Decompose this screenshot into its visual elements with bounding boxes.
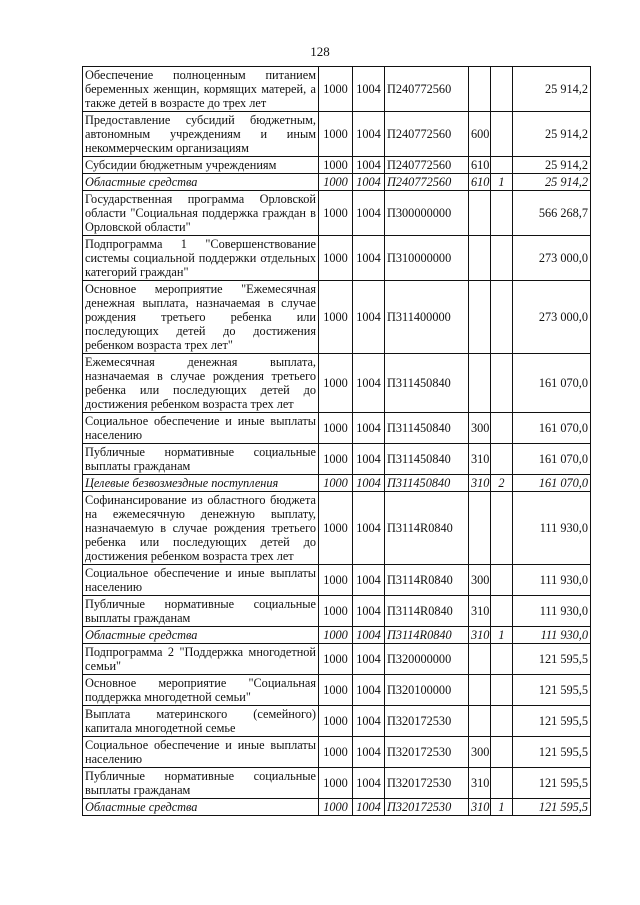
section-code-cell: 1000 [319,737,353,768]
amount-cell: 25 914,2 [513,67,591,112]
subsection-code-cell: 1004 [353,354,385,413]
source-code-cell [491,444,513,475]
subsection-code-cell: 1004 [353,281,385,354]
row-name-cell: Государственная программа Орловской области "Социальная поддержка граждан в Орловской области" [83,191,319,236]
row-name-cell: Публичные нормативные социальные выплаты гражданам [83,768,319,799]
target-article-cell: П240772560 [385,67,469,112]
section-code-cell: 1000 [319,644,353,675]
source-code-cell [491,281,513,354]
table-row [83,768,591,799]
source-code-cell [491,706,513,737]
source-code-cell [491,112,513,157]
section-code-cell: 1000 [319,627,353,644]
amount-cell: 111 930,0 [513,627,591,644]
row-name-cell: Публичные нормативные социальные выплаты гражданам [83,444,319,475]
section-code-cell: 1000 [319,281,353,354]
target-article-cell: П311400000 [385,281,469,354]
amount-cell: 111 930,0 [513,596,591,627]
section-code-cell: 1000 [319,492,353,565]
target-article-cell: П3114R0840 [385,627,469,644]
row-name-cell: Областные средства [83,627,319,644]
expense-type-cell: 610 [469,174,491,191]
subsection-code-cell: 1004 [353,157,385,174]
table-row [83,644,591,675]
section-code-cell: 1000 [319,354,353,413]
expense-type-cell [469,644,491,675]
amount-cell: 273 000,0 [513,236,591,281]
row-name-cell: Софинансирование из областного бюджета на ежемесячную денежную выплату, назначаемую в случае рождения третьего ребенка или последующих детей до достижения ребенком возраста трех лет [83,492,319,565]
amount-cell: 121 595,5 [513,644,591,675]
section-code-cell: 1000 [319,444,353,475]
subsection-code-cell: 1004 [353,67,385,112]
row-name-cell: Областные средства [83,799,319,816]
expense-type-cell [469,281,491,354]
source-code-cell [491,67,513,112]
subsection-code-cell: 1004 [353,191,385,236]
target-article-cell: П3114R0840 [385,596,469,627]
row-name-cell: Социальное обеспечение и иные выплаты населению [83,413,319,444]
subsection-code-cell: 1004 [353,627,385,644]
expense-type-cell: 300 [469,413,491,444]
row-name-cell: Социальное обеспечение и иные выплаты населению [83,737,319,768]
row-name-cell: Ежемесячная денежная выплата, назначаемая в случае рождения третьего ребенка или последующих детей до достижения ребенком возраста трех лет [83,354,319,413]
subsection-code-cell: 1004 [353,737,385,768]
row-name-cell: Выплата материнского (семейного) капитала многодетной семье [83,706,319,737]
section-code-cell: 1000 [319,112,353,157]
source-code-cell [491,644,513,675]
source-code-cell [491,675,513,706]
section-code-cell: 1000 [319,706,353,737]
subsection-code-cell: 1004 [353,596,385,627]
table-row [83,444,591,475]
section-code-cell: 1000 [319,768,353,799]
amount-cell: 25 914,2 [513,157,591,174]
table-row [83,737,591,768]
subsection-code-cell: 1004 [353,174,385,191]
section-code-cell: 1000 [319,67,353,112]
source-code-cell [491,492,513,565]
section-code-cell: 1000 [319,413,353,444]
table-row [83,281,591,354]
amount-cell: 121 595,5 [513,737,591,768]
row-name-cell: Публичные нормативные социальные выплаты гражданам [83,596,319,627]
row-name-cell: Предоставление субсидий бюджетным, автономным учреждениям и иным некоммерческим организациям [83,112,319,157]
source-code-cell [491,737,513,768]
subsection-code-cell: 1004 [353,492,385,565]
section-code-cell: 1000 [319,157,353,174]
budget-table [82,66,591,816]
amount-cell: 161 070,0 [513,354,591,413]
amount-cell: 121 595,5 [513,706,591,737]
expense-type-cell: 310 [469,799,491,816]
expense-type-cell: 310 [469,627,491,644]
amount-cell: 161 070,0 [513,475,591,492]
target-article-cell: П320000000 [385,644,469,675]
target-article-cell: П3114R0840 [385,492,469,565]
row-name-cell: Подпрограмма 2 "Поддержка многодетной семьи" [83,644,319,675]
target-article-cell: П311450840 [385,475,469,492]
expense-type-cell: 310 [469,596,491,627]
row-name-cell: Целевые безвозмездные поступления [83,475,319,492]
target-article-cell: П240772560 [385,112,469,157]
expense-type-cell [469,675,491,706]
subsection-code-cell: 1004 [353,675,385,706]
target-article-cell: П300000000 [385,191,469,236]
row-name-cell: Основное мероприятие "Социальная поддержка многодетной семьи" [83,675,319,706]
row-name-cell: Основное мероприятие "Ежемесячная денежная выплата, назначаемая в случае рождения третьего ребенка или последующих детей до достижения ребенком возраста трех лет" [83,281,319,354]
target-article-cell: П240772560 [385,157,469,174]
expense-type-cell [469,706,491,737]
expense-type-cell [469,354,491,413]
row-name-cell: Обеспечение полноценным питанием беременных женщин, кормящих матерей, а также детей в возрасте до трех лет [83,67,319,112]
expense-type-cell [469,191,491,236]
target-article-cell: П3114R0840 [385,565,469,596]
source-code-cell: 1 [491,799,513,816]
table-row [83,236,591,281]
table-row [83,706,591,737]
target-article-cell: П311450840 [385,444,469,475]
table-row [83,799,591,816]
section-code-cell: 1000 [319,565,353,596]
amount-cell: 111 930,0 [513,565,591,596]
page-number: 128 [310,44,330,59]
amount-cell: 25 914,2 [513,112,591,157]
amount-cell: 121 595,5 [513,799,591,816]
section-code-cell: 1000 [319,174,353,191]
expense-type-cell: 310 [469,475,491,492]
row-name-cell: Социальное обеспечение и иные выплаты населению [83,565,319,596]
table-row [83,354,591,413]
expense-type-cell: 310 [469,768,491,799]
subsection-code-cell: 1004 [353,644,385,675]
target-article-cell: П311450840 [385,354,469,413]
amount-cell: 121 595,5 [513,768,591,799]
section-code-cell: 1000 [319,475,353,492]
target-article-cell: П320172530 [385,706,469,737]
source-code-cell [491,157,513,174]
source-code-cell [491,413,513,444]
section-code-cell: 1000 [319,191,353,236]
subsection-code-cell: 1004 [353,768,385,799]
table-row [83,413,591,444]
section-code-cell: 1000 [319,596,353,627]
subsection-code-cell: 1004 [353,565,385,596]
row-name-cell: Областные средства [83,174,319,191]
target-article-cell: П320172530 [385,799,469,816]
target-article-cell: П320172530 [385,768,469,799]
section-code-cell: 1000 [319,236,353,281]
table-row [83,112,591,157]
source-code-cell [491,236,513,281]
amount-cell: 25 914,2 [513,174,591,191]
expense-type-cell: 310 [469,444,491,475]
expense-type-cell [469,492,491,565]
source-code-cell: 2 [491,475,513,492]
source-code-cell: 1 [491,627,513,644]
subsection-code-cell: 1004 [353,799,385,816]
target-article-cell: П310000000 [385,236,469,281]
table-row [83,596,591,627]
expense-type-cell [469,67,491,112]
amount-cell: 273 000,0 [513,281,591,354]
source-code-cell [491,191,513,236]
target-article-cell: П240772560 [385,174,469,191]
table-row [83,675,591,706]
target-article-cell: П320100000 [385,675,469,706]
subsection-code-cell: 1004 [353,112,385,157]
expense-type-cell: 610 [469,157,491,174]
expense-type-cell: 600 [469,112,491,157]
budget-table-body [83,67,591,816]
expense-type-cell: 300 [469,565,491,596]
source-code-cell [491,565,513,596]
expense-type-cell [469,236,491,281]
source-code-cell: 1 [491,174,513,191]
amount-cell: 121 595,5 [513,675,591,706]
subsection-code-cell: 1004 [353,236,385,281]
subsection-code-cell: 1004 [353,444,385,475]
section-code-cell: 1000 [319,675,353,706]
table-row [83,67,591,112]
amount-cell: 161 070,0 [513,413,591,444]
amount-cell: 111 930,0 [513,492,591,565]
amount-cell: 161 070,0 [513,444,591,475]
table-row [83,157,591,174]
source-code-cell [491,354,513,413]
subsection-code-cell: 1004 [353,413,385,444]
row-name-cell: Подпрограмма 1 "Совершенствование системы социальной поддержки отдельных категорий граждан" [83,236,319,281]
table-row [83,627,591,644]
row-name-cell: Субсидии бюджетным учреждениям [83,157,319,174]
section-code-cell: 1000 [319,799,353,816]
table-row [83,191,591,236]
table-row [83,492,591,565]
source-code-cell [491,768,513,799]
amount-cell: 566 268,7 [513,191,591,236]
target-article-cell: П311450840 [385,413,469,444]
source-code-cell [491,596,513,627]
table-row [83,565,591,596]
table-row [83,174,591,191]
expense-type-cell: 300 [469,737,491,768]
subsection-code-cell: 1004 [353,475,385,492]
target-article-cell: П320172530 [385,737,469,768]
subsection-code-cell: 1004 [353,706,385,737]
table-row [83,475,591,492]
